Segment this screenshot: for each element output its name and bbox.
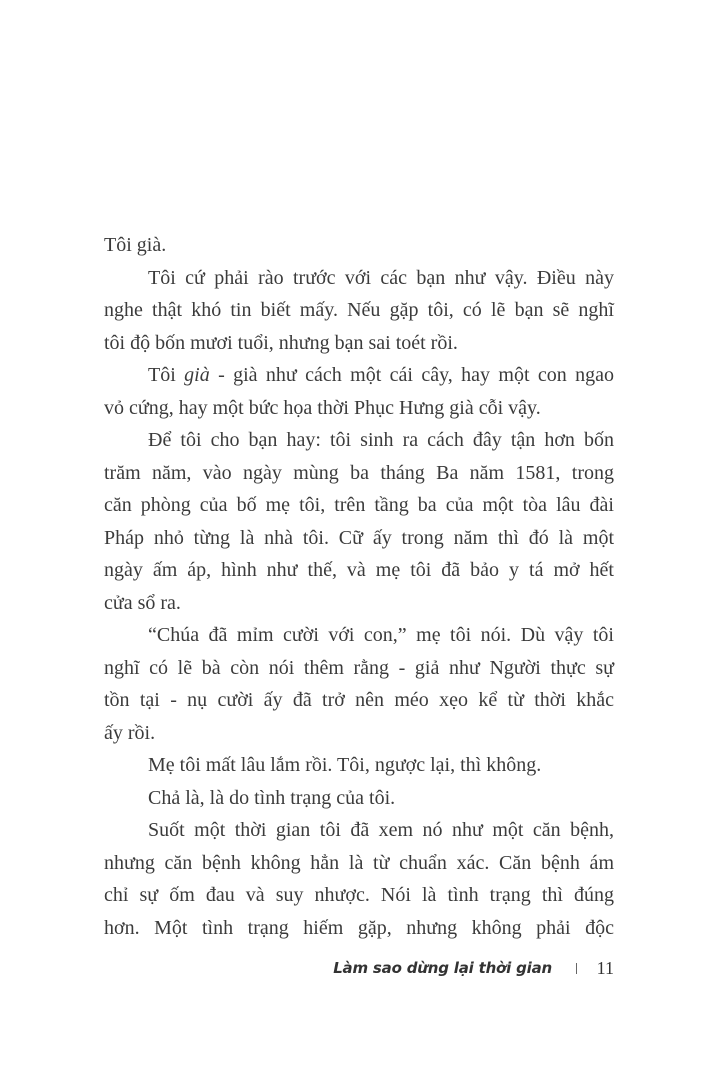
text-line: Tôi già. xyxy=(104,234,167,256)
emphasis-text: già xyxy=(184,364,210,386)
text-line: Tôi cứ phải rào trước với các bạn như vậy. Điều này xyxy=(148,266,614,289)
text-line: Mẹ tôi mất lâu lắm rồi. Tôi, ngược lại, thì không. xyxy=(148,754,542,776)
text-line: nhưng căn bệnh không hẳn là từ chuẩn xác. Căn bệnh ám xyxy=(104,851,614,874)
text-run: Tôi xyxy=(148,364,185,386)
text-line: nghe thật khó tin biết mấy. Nếu gặp tôi, có lẽ bạn sẽ nghĩ xyxy=(104,299,614,321)
text-line: vỏ cứng, hay một bức họa thời Phục Hưng già cỗi vậy. xyxy=(104,396,541,419)
text-run: - già như cách một cái cây, hay một con ngao xyxy=(209,364,615,386)
text-line: Chả là, là do tình trạng của tôi. xyxy=(148,786,396,809)
running-title: Làm sao dừng lại thời gian xyxy=(333,959,552,977)
text-line: Pháp nhỏ từng là nhà tôi. Cữ ấy trong năm thì đó là một xyxy=(104,526,614,549)
text-line: hơn. Một tình trạng hiếm gặp, nhưng không phải độc xyxy=(104,916,614,939)
page-footer xyxy=(0,957,614,983)
text-line: trăm năm, vào ngày mùng ba tháng Ba năm 1581, trong xyxy=(104,461,614,484)
footer-divider xyxy=(576,963,577,974)
text-line: tồn tại - nụ cười ấy đã trở nên méo xẹo kể từ thời khắc xyxy=(104,689,614,711)
body-text xyxy=(104,229,614,944)
text-line xyxy=(104,359,614,392)
text-line: ấy rồi. xyxy=(104,721,156,744)
page-number: 11 xyxy=(596,958,614,978)
text-line: nghĩ có lẽ bà còn nói thêm rằng - giả như Người thực sự xyxy=(104,656,614,679)
text-line: cửa sổ ra. xyxy=(104,591,181,614)
text-line: “Chúa đã mỉm cười với con,” mẹ tôi nói. Dù vậy tôi xyxy=(148,624,614,646)
text-line: Để tôi cho bạn hay: tôi sinh ra cách đây tận hơn bốn xyxy=(148,429,614,451)
text-line: ngày ấm áp, hình như thế, và mẹ tôi đã bảo y tá mở hết xyxy=(104,559,614,581)
text-line: Suốt một thời gian tôi đã xem nó như một căn bệnh, xyxy=(148,819,614,841)
text-line: căn phòng của bố mẹ tôi, trên tầng ba của một tòa lâu đài xyxy=(104,494,614,516)
text-line: chỉ sự ốm đau và suy nhược. Nói là tình trạng thì đúng xyxy=(104,884,614,906)
text-line: tôi độ bốn mươi tuổi, nhưng bạn sai toét rồi. xyxy=(104,331,458,354)
